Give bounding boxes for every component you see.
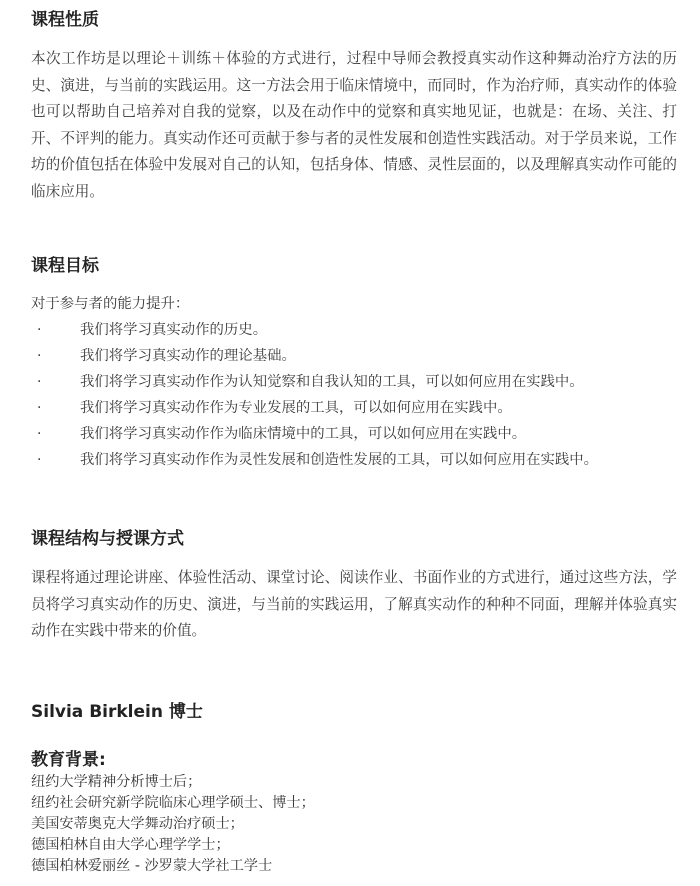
education-item: 纽约社会研究新学院临床心理学硕士、博士； bbox=[31, 795, 315, 811]
bullet-dot-icon: · bbox=[37, 426, 42, 442]
goal-text: 我们将学习真实动作作为专业发展的工具，可以如何应用在实践中。 bbox=[80, 400, 512, 416]
bullet-dot-icon: · bbox=[37, 348, 42, 364]
education-item: 纽约大学精神分析博士后； bbox=[31, 774, 202, 790]
course-goals-intro: 对于参与者的能力提升： bbox=[31, 296, 190, 312]
education-heading: 教育背景: bbox=[31, 750, 106, 770]
section-heading-course-goals: 课程目标 bbox=[31, 256, 99, 276]
goal-text: 我们将学习真实动作作为临床情境中的工具，可以如何应用在实践中。 bbox=[80, 426, 527, 442]
education-item: 美国安蒂奥克大学舞动治疗硕士； bbox=[31, 816, 244, 832]
bullet-dot-icon: · bbox=[37, 374, 42, 390]
education-item: 德国柏林自由大学心理学学士； bbox=[31, 837, 230, 853]
bullet-dot-icon: · bbox=[37, 322, 42, 338]
goal-text: 我们将学习真实动作作为认知觉察和自我认知的工具，可以如何应用在实践中。 bbox=[80, 374, 584, 390]
course-nature-paragraph: 本次工作坊是以理论＋训练＋体验的方式进行，过程中导师会教授真实动作这种舞动治疗方法的历史、演进，与当前的实践运用。这一方法会用于临床情境中，而同时，作为治疗师，真实动作的体验也可以帮助自己培养对自我的觉察，以及在动作中的觉察和真实地见证，也就是：在场、关注、打开、不评判的能力。真实动作还可贡献于参与者的灵性发展和创造性实践活动。对于学员来说，工作坊的价值包括在体验中发展对自己的认知，包括身体、情感、灵性层面的，以及理解真实动作可能的临床应用。 bbox=[31, 50, 677, 200]
course-structure-paragraph: 课程将通过理论讲座、体验性活动、课堂讨论、阅读作业、书面作业的方式进行，通过这些方法，学员将学习真实动作的历史、演进，与当前的实践运用，了解真实动作的种种不同面，理解并体验真实动作在实践中带来的价值。 bbox=[31, 569, 677, 639]
instructor-name: Silvia Birklein 博士 bbox=[31, 702, 203, 722]
goal-text: 我们将学习真实动作的理论基础。 bbox=[80, 348, 296, 364]
goal-text: 我们将学习真实动作作为灵性发展和创造性发展的工具，可以如何应用在实践中。 bbox=[80, 452, 599, 468]
bullet-dot-icon: · bbox=[37, 400, 42, 416]
section-heading-course-structure: 课程结构与授课方式 bbox=[31, 529, 184, 549]
section-heading-course-nature: 课程性质 bbox=[31, 10, 99, 30]
education-item: 德国柏林爱丽丝 - 沙罗蒙大学社工学士 bbox=[31, 858, 273, 874]
goal-text: 我们将学习真实动作的历史。 bbox=[80, 322, 268, 338]
bullet-dot-icon: · bbox=[37, 452, 42, 468]
